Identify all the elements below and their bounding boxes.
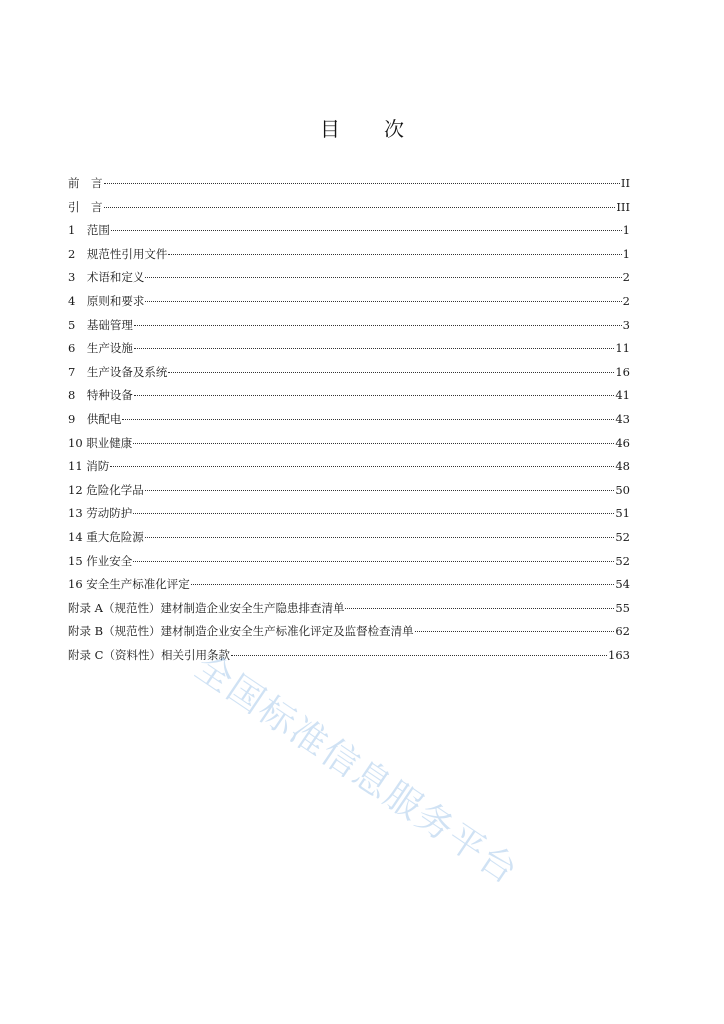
toc-entry-page: 51	[615, 506, 630, 521]
toc-entry-page: 11	[615, 341, 630, 356]
toc-dot-leader	[111, 230, 622, 231]
title-char-1: 目	[320, 117, 340, 141]
toc-entry-label: 12 危险化学品	[68, 482, 144, 497]
toc-entry[interactable]	[68, 479, 630, 503]
toc-entry-label: 11 消防	[68, 459, 110, 474]
toc-entry-label: 9 供配电	[68, 411, 122, 426]
toc-dot-leader	[134, 395, 615, 396]
toc-entry-page: III	[616, 199, 630, 214]
toc-dot-leader	[145, 301, 621, 302]
watermark: 全国标准信息服务平台	[187, 646, 526, 894]
toc-dot-leader	[133, 561, 614, 562]
toc-dot-leader	[122, 419, 614, 420]
toc-entry[interactable]	[68, 172, 630, 196]
toc-entry[interactable]	[68, 314, 630, 338]
toc-entry-page: 2	[622, 270, 630, 285]
toc-entry-label: 附录 B（规范性）建材制造企业安全生产标准化评定及监督检查清单	[68, 624, 414, 639]
toc-entry-page: 52	[615, 553, 630, 568]
toc-entry-label: 引 言	[68, 199, 103, 214]
toc-entry-label: 14 重大危险源	[68, 529, 144, 544]
toc-entry-label: 前 言	[68, 176, 103, 190]
toc-dot-leader	[110, 466, 614, 467]
table-of-contents	[68, 172, 630, 667]
toc-dot-leader	[133, 513, 614, 514]
toc-entry-page: 1	[622, 223, 630, 238]
toc-entry-page: 3	[622, 317, 630, 332]
toc-entry-page: 55	[615, 600, 630, 615]
toc-dot-leader	[134, 348, 615, 349]
toc-entry[interactable]	[68, 290, 630, 314]
toc-entry[interactable]	[68, 266, 630, 290]
toc-entry[interactable]	[68, 432, 630, 456]
toc-entry-label: 10 职业健康	[68, 435, 133, 450]
toc-entry-page: 43	[615, 411, 630, 426]
toc-entry-label: 7 生产设备及系统	[68, 364, 168, 379]
toc-dot-leader	[345, 608, 614, 609]
toc-entry-page: 2	[622, 293, 630, 308]
toc-entry-label: 13 劳动防护	[68, 506, 133, 521]
toc-entry[interactable]	[68, 337, 630, 361]
toc-dot-leader	[168, 254, 621, 255]
toc-entry[interactable]	[68, 196, 630, 220]
toc-entry[interactable]	[68, 502, 630, 526]
toc-entry-page: 48	[615, 459, 630, 474]
toc-entry-page: 41	[615, 388, 630, 403]
toc-entry[interactable]	[68, 408, 630, 432]
toc-entry-label: 15 作业安全	[68, 553, 133, 568]
toc-entry-page: 52	[615, 529, 630, 544]
toc-entry[interactable]	[68, 243, 630, 267]
toc-dot-leader	[145, 490, 615, 491]
toc-entry[interactable]	[68, 620, 630, 644]
toc-entry-label: 6 生产设施	[68, 341, 133, 356]
toc-dot-leader	[231, 655, 607, 656]
toc-entry-page: 54	[615, 577, 630, 592]
toc-entry-label: 1 范围	[68, 223, 110, 238]
toc-dot-leader	[133, 443, 614, 444]
toc-entry[interactable]	[68, 361, 630, 385]
toc-entry-label: 8 特种设备	[68, 388, 133, 403]
toc-entry-page: 50	[615, 482, 630, 497]
toc-dot-leader	[145, 537, 615, 538]
toc-dot-leader	[104, 183, 620, 184]
toc-entry-label: 16 安全生产标准化评定	[68, 577, 190, 592]
toc-entry-label: 2 规范性引用文件	[68, 246, 168, 261]
toc-entry-label: 附录 C（资料性）相关引用条款	[68, 647, 230, 662]
toc-dot-leader	[104, 207, 616, 208]
toc-dot-leader	[415, 631, 615, 632]
toc-entry[interactable]	[68, 455, 630, 479]
toc-entry[interactable]	[68, 597, 630, 621]
toc-entry[interactable]	[68, 526, 630, 550]
toc-entry-label: 5 基础管理	[68, 317, 133, 332]
toc-entry[interactable]	[68, 384, 630, 408]
page-title	[0, 113, 724, 142]
toc-entry[interactable]	[68, 644, 630, 668]
toc-entry-page: 46	[615, 435, 630, 450]
toc-dot-leader	[191, 584, 615, 585]
toc-entry-page: 62	[615, 624, 630, 639]
toc-entry-label: 附录 A（规范性）建材制造企业安全生产隐患排查清单	[68, 600, 345, 615]
toc-entry-page: II	[620, 176, 630, 190]
toc-entry-label: 3 术语和定义	[68, 270, 145, 285]
toc-dot-leader	[145, 277, 621, 278]
toc-dot-leader	[168, 372, 614, 373]
toc-entry[interactable]	[68, 550, 630, 574]
toc-dot-leader	[134, 325, 622, 326]
toc-entry-page: 163	[608, 647, 630, 662]
toc-entry[interactable]	[68, 573, 630, 597]
toc-entry[interactable]	[68, 219, 630, 243]
title-char-2: 次	[384, 117, 404, 141]
toc-entry-page: 16	[615, 364, 630, 379]
toc-entry-label: 4 原则和要求	[68, 293, 145, 308]
toc-entry-page: 1	[622, 246, 630, 261]
